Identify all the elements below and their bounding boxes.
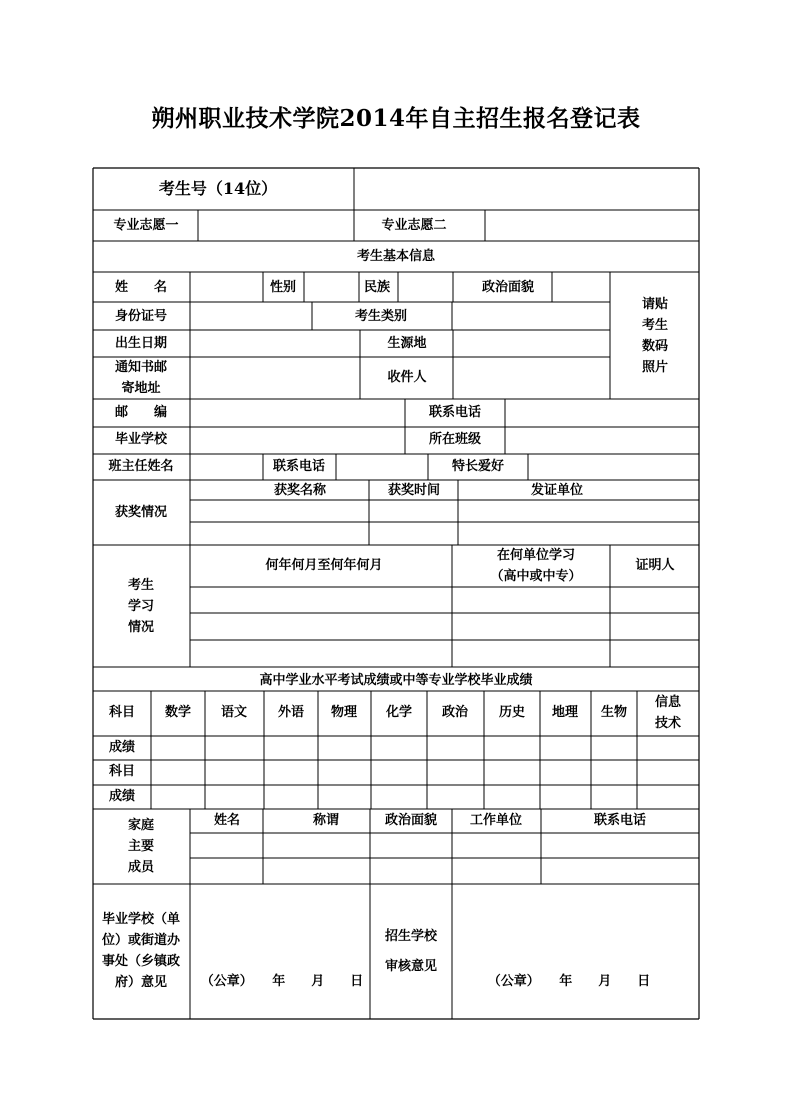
family-col-4: 工作单位 xyxy=(469,813,523,828)
family-field-r1-c4[interactable] xyxy=(454,835,539,856)
admission-opinion-field[interactable] xyxy=(454,886,697,963)
teacher-phone-field[interactable] xyxy=(338,456,426,478)
score-row-label-2: 成绩 xyxy=(108,789,136,804)
study-witness-field-3[interactable] xyxy=(612,642,697,665)
school-opinion-label-line-2: 位）或街道办 xyxy=(101,933,181,948)
major2-label: 专业志愿二 xyxy=(381,218,447,233)
hobby-field[interactable] xyxy=(530,456,697,478)
score-field-r1-c10[interactable] xyxy=(639,738,697,758)
family-label-line-1: 家庭 xyxy=(127,818,155,833)
scores-title: 高中学业水平考试成绩或中等专业学校毕业成绩 xyxy=(259,673,533,688)
study-witness-field-1[interactable] xyxy=(612,589,697,611)
award-issuer-field-2[interactable] xyxy=(460,524,697,543)
school-label: 毕业学校 xyxy=(114,432,168,447)
exam-no-label: 考生号（14位） xyxy=(158,179,278,198)
mail-address-label-line-1: 通知书邮 xyxy=(114,360,168,375)
study-label-line-1: 考生 xyxy=(127,578,155,593)
class-field[interactable] xyxy=(507,429,697,452)
school-field[interactable] xyxy=(192,429,403,452)
extra-subject-field-2[interactable] xyxy=(207,762,262,783)
study-place-field-3[interactable] xyxy=(454,642,608,665)
category-field[interactable] xyxy=(454,304,608,328)
score-field-r2-c7[interactable] xyxy=(486,787,538,807)
exam-no-field[interactable] xyxy=(356,170,697,208)
score-field-r2-c10[interactable] xyxy=(639,787,697,807)
family-label-line-3: 成员 xyxy=(127,860,155,875)
extra-subject-field-4[interactable] xyxy=(320,762,369,783)
score-field-r2-c8[interactable] xyxy=(542,787,589,807)
subject-7: 历史 xyxy=(498,705,526,720)
award-name-field-2[interactable] xyxy=(192,524,367,543)
subject-it-line-2: 技术 xyxy=(654,716,682,731)
study-period-field-3[interactable] xyxy=(192,642,450,665)
subject-row-label-2: 科目 xyxy=(108,764,136,779)
family-field-r2-c1[interactable] xyxy=(192,860,261,882)
teacher-label: 班主任姓名 xyxy=(108,459,174,474)
mail-address-label-line-2: 寄地址 xyxy=(121,381,161,396)
major1-field[interactable] xyxy=(200,212,352,239)
politics-field[interactable] xyxy=(554,274,608,300)
family-field-r2-c3[interactable] xyxy=(372,860,450,882)
score-field-r2-c9[interactable] xyxy=(593,787,635,807)
teacher-field[interactable] xyxy=(192,456,261,478)
subject-1: 数学 xyxy=(164,705,192,720)
score-field-r2-c3[interactable] xyxy=(266,787,316,807)
study-label-line-3: 情况 xyxy=(127,620,155,635)
origin-field[interactable] xyxy=(455,332,608,355)
award-time-field-2[interactable] xyxy=(371,524,456,543)
award-time-field-1[interactable] xyxy=(371,502,456,520)
postcode-label: 邮 编 xyxy=(114,405,168,420)
name-label: 姓 名 xyxy=(114,280,168,295)
school-opinion-label-line-1: 毕业学校（单 xyxy=(101,912,181,927)
score-field-r1-c1[interactable] xyxy=(153,738,203,758)
photo-field[interactable] xyxy=(612,274,697,397)
extra-subject-field-8[interactable] xyxy=(542,762,589,783)
award-name-field-1[interactable] xyxy=(192,502,367,520)
birth-label: 出生日期 xyxy=(114,336,168,351)
family-field-r1-c3[interactable] xyxy=(372,835,450,856)
award-name-header: 获奖名称 xyxy=(273,483,327,498)
gender-field[interactable] xyxy=(306,274,357,300)
extra-subject-field-10[interactable] xyxy=(639,762,697,783)
subject-6: 政治 xyxy=(441,705,469,720)
study-place-header-line-2: （高中或中专） xyxy=(490,569,582,584)
gender-label: 性别 xyxy=(269,280,297,295)
score-field-r1-c3[interactable] xyxy=(266,738,316,758)
name-field[interactable] xyxy=(192,274,261,300)
school-opinion-label-line-4: 府）意见 xyxy=(114,975,168,990)
id-label: 身份证号 xyxy=(114,309,168,324)
subject-it-line-1: 信息 xyxy=(654,695,682,710)
admission-opinion-seal: （公章） 年 月 日 xyxy=(487,974,651,989)
study-witness-header: 证明人 xyxy=(635,558,675,573)
form-title: 朔州职业技术学院2014年自主招生报名登记表 xyxy=(151,105,641,132)
extra-subject-field-9[interactable] xyxy=(593,762,635,783)
subject-8: 地理 xyxy=(551,705,579,720)
study-place-field-1[interactable] xyxy=(454,589,608,611)
subject-4: 物理 xyxy=(330,705,358,720)
school-opinion-field[interactable] xyxy=(192,886,368,963)
extra-subject-field-5[interactable] xyxy=(373,762,425,783)
study-period-field-2[interactable] xyxy=(192,615,450,638)
photo-placeholder-line-3: 数码 xyxy=(641,339,669,354)
ethnicity-field[interactable] xyxy=(400,274,451,300)
basic-info-title: 考生基本信息 xyxy=(356,249,436,264)
family-col-3: 政治面貌 xyxy=(384,813,438,828)
extra-subject-field-3[interactable] xyxy=(266,762,316,783)
family-field-r2-c2[interactable] xyxy=(265,860,368,882)
subject-3: 外语 xyxy=(277,705,305,720)
recipient-field[interactable] xyxy=(455,359,608,397)
photo-placeholder-line-2: 考生 xyxy=(641,318,669,333)
family-col-2: 称谓 xyxy=(312,813,340,828)
subject-5: 化学 xyxy=(385,705,413,720)
category-label: 考生类别 xyxy=(354,309,408,324)
postcode-field[interactable] xyxy=(192,401,403,425)
hobby-label: 特长爱好 xyxy=(451,459,505,474)
score-field-r1-c8[interactable] xyxy=(542,738,589,758)
score-field-r2-c2[interactable] xyxy=(207,787,262,807)
study-period-header: 何年何月至何年何月 xyxy=(265,558,383,573)
score-field-r1-c4[interactable] xyxy=(320,738,369,758)
phone-field[interactable] xyxy=(507,401,697,425)
mail-address-field[interactable] xyxy=(192,359,358,397)
ethnicity-label: 民族 xyxy=(363,280,391,295)
family-col-1: 姓名 xyxy=(213,813,241,828)
score-field-r2-c6[interactable] xyxy=(429,787,482,807)
major1-label: 专业志愿一 xyxy=(113,218,179,233)
score-field-r1-c7[interactable] xyxy=(486,738,538,758)
family-field-r2-c5[interactable] xyxy=(543,860,697,882)
award-issuer-header: 发证单位 xyxy=(530,483,584,498)
score-field-r2-c1[interactable] xyxy=(153,787,203,807)
school-opinion-seal: （公章） 年 月 日 xyxy=(200,974,364,989)
score-field-r1-c9[interactable] xyxy=(593,738,635,758)
study-label-line-2: 学习 xyxy=(127,599,155,614)
family-field-r1-c5[interactable] xyxy=(543,835,697,856)
score-field-r2-c5[interactable] xyxy=(373,787,425,807)
study-witness-field-2[interactable] xyxy=(612,615,697,638)
award-time-header: 获奖时间 xyxy=(387,483,441,498)
extra-subject-field-1[interactable] xyxy=(153,762,203,783)
birth-field[interactable] xyxy=(192,332,358,355)
extra-subject-field-7[interactable] xyxy=(486,762,538,783)
subject-2: 语文 xyxy=(220,705,248,720)
study-place-header-line-1: 在何单位学习 xyxy=(496,548,576,563)
admission-opinion-label-line-1: 招生学校 xyxy=(384,929,438,944)
phone-label: 联系电话 xyxy=(428,405,482,420)
family-label-line-2: 主要 xyxy=(127,839,155,854)
politics-label: 政治面貌 xyxy=(481,280,535,295)
admission-opinion-label-line-2: 审核意见 xyxy=(384,959,438,974)
awards-label: 获奖情况 xyxy=(114,505,168,520)
family-field-r1-c1[interactable] xyxy=(192,835,261,856)
family-field-r2-c4[interactable] xyxy=(454,860,539,882)
photo-placeholder-line-1: 请贴 xyxy=(641,297,669,312)
school-opinion-label-line-3: 事处（乡镇政 xyxy=(101,954,181,969)
family-col-5: 联系电话 xyxy=(593,813,647,828)
photo-placeholder-line-4: 照片 xyxy=(641,360,669,375)
subject-9: 生物 xyxy=(600,705,628,720)
major2-field[interactable] xyxy=(487,212,697,239)
study-place-field-2[interactable] xyxy=(454,615,608,638)
family-field-r1-c2[interactable] xyxy=(265,835,368,856)
origin-label: 生源地 xyxy=(387,336,427,351)
teacher-phone-label: 联系电话 xyxy=(272,459,326,474)
study-period-field-1[interactable] xyxy=(192,589,450,611)
score-field-r1-c6[interactable] xyxy=(429,738,482,758)
score-row-label: 成绩 xyxy=(108,740,136,755)
award-issuer-field-1[interactable] xyxy=(460,502,697,520)
class-label: 所在班级 xyxy=(428,432,482,447)
id-field[interactable] xyxy=(192,304,310,328)
score-field-r2-c4[interactable] xyxy=(320,787,369,807)
score-field-r1-c5[interactable] xyxy=(373,738,425,758)
recipient-label: 收件人 xyxy=(387,370,427,385)
extra-subject-field-6[interactable] xyxy=(429,762,482,783)
score-field-r1-c2[interactable] xyxy=(207,738,262,758)
subject-row-label: 科目 xyxy=(108,705,136,720)
